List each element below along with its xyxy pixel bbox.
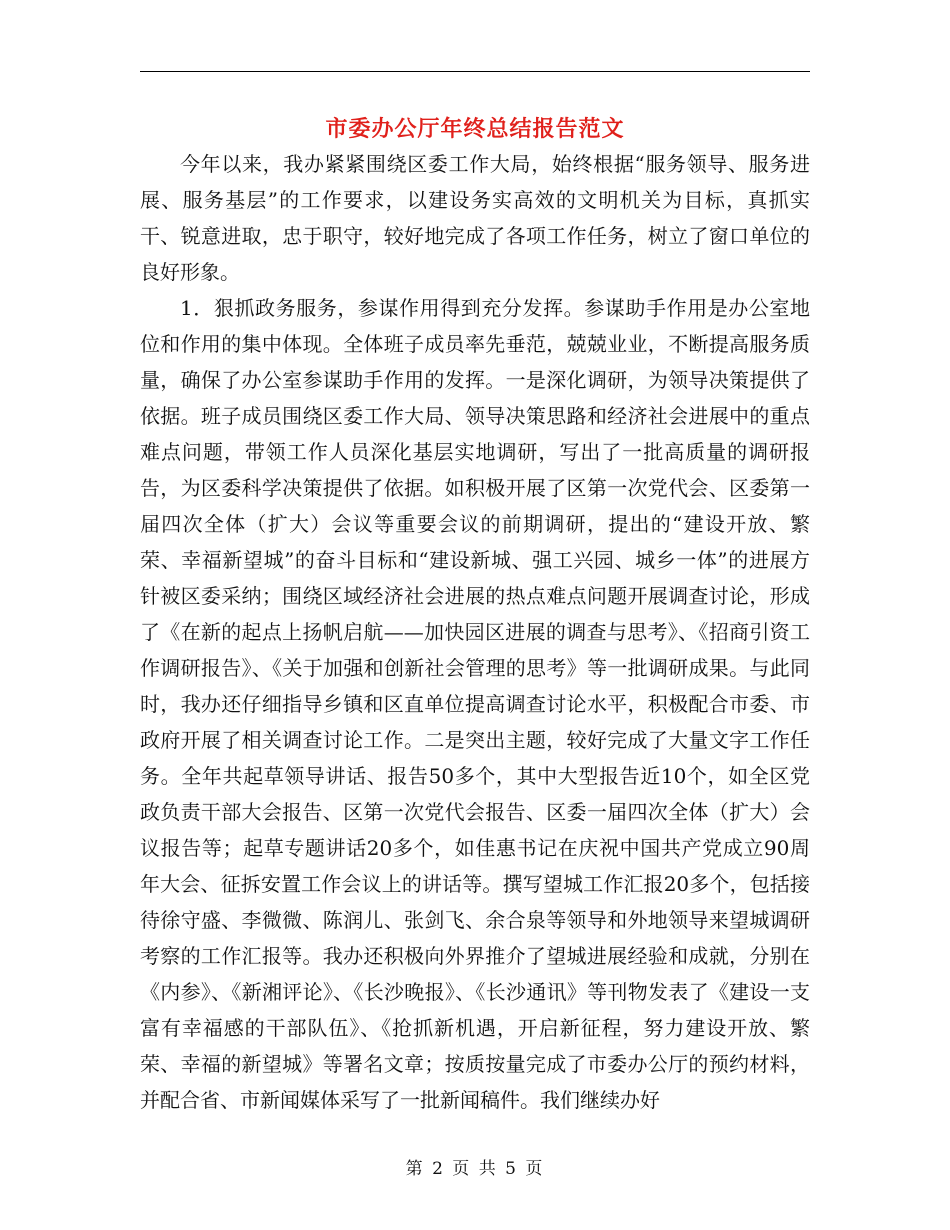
- header-rule: [140, 71, 810, 72]
- paragraph-section-1: 1．狠抓政务服务，参谋作用得到充分发挥。参谋助手作用是办公室地位和作用的集中体现。全体班子成员率先垂范，兢兢业业，不断提高服务质量，确保了办公室参谋助手作用的发挥。一是深化调研，为领导决策提供了依据。班子成员围绕区委工作大局、领导决策思路和经济社会进展中的重点难点问题，带领工作人员深化基层实地调研，写出了一批高质量的调研报告，为区委科学决策提供了依据。如积极开展了区第一次党代会、区委第一届四次全体（扩大）会议等重要会议的前期调研，提出的“建设开放、繁荣、幸福新望城”的奋斗目标和“建设新城、强工兴园、城乡一体”的进展方针被区委采纳；围绕区域经济社会进展的热点难点问题开展调查讨论，形成了《在新的起点上扬帆启航——加快园区进展的调查与思考》、《招商引资工作调研报告》、《关于加强和创新社会管理的思考》等一批调研成果。与此同时，我办还仔细指导乡镇和区直单位提高调查讨论水平，积极配合市委、市政府开展了相关调查讨论工作。二是突出主题，较好完成了大量文字工作任务。全年共起草领导讲话、报告50多个，其中大型报告近10个，如全区党政负责干部大会报告、区第一次党代会报告、区委一届四次全体（扩大）会议报告等；起草专题讲话20多个，如佳惠书记在庆祝中国共产党成立90周年大会、征拆安置工作会议上的讲话等。撰写望城工作汇报20多个，包括接待徐守盛、李微微、陈润儿、张剑飞、余合泉等领导和外地领导来望城调研考察的工作汇报等。我办还积极向外界推介了望城进展经验和成就，分别在《内参》、《新湘评论》、《长沙晚报》、《长沙通讯》等刊物发表了《建设一支富有幸福感的干部队伍》、《抢抓新机遇，开启新征程，努力建设开放、繁荣、幸福的新望城》等署名文章；按质按量完成了市委办公厅的预约材料，并配合省、市新闻媒体采写了一批新闻稿件。我们继续办好: [140, 296, 810, 1112]
- document-body: [140, 146, 810, 1118]
- page-number: 第 2 页 共 5 页: [405, 1159, 545, 1179]
- paragraph-intro: 今年以来，我办紧紧围绕区委工作大局，始终根据“服务领导、服务进展、服务基层”的工作要求，以建设务实高效的文明机关为目标，真抓实干、锐意进取，忠于职守，较好地完成了各项工作任务，树立了窗口单位的良好形象。: [140, 152, 810, 284]
- document-title: 市委办公厅年终总结报告范文: [325, 116, 625, 142]
